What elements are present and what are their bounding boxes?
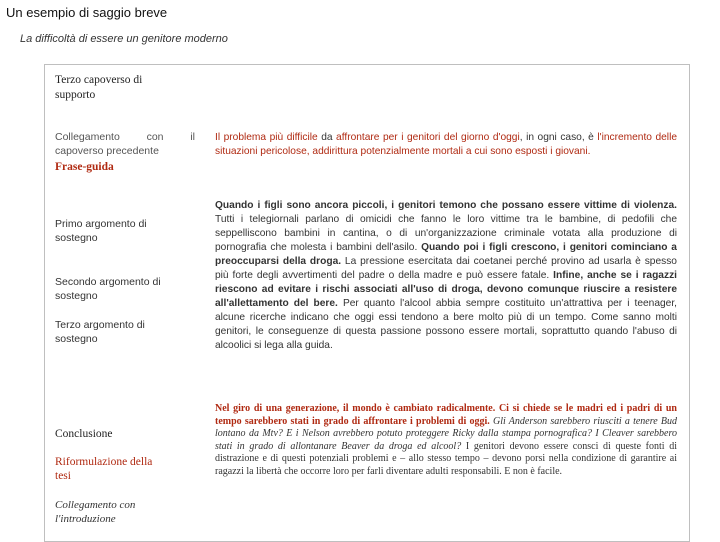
argument-1-body: Tutti i telegiornali parlano di omicidi che fanno le loro vittime tra le bambine, di pedofili che seppelliscono bambini in cantina, o di un'organizzazione criminale votata alla produzione di pornografia che molesta i bambini dell'asilo. [215, 214, 677, 253]
argument-2-body: La pressione esercitata dai coetanei perché provino ad usarla è spesso più forte degli avvertimenti del padre o della madre e può essere fatale. [215, 256, 677, 281]
link-prev-line-2: capoverso precedente [55, 145, 159, 157]
link-prev-label [55, 130, 195, 158]
thesis-restatement-label: Riformulazione della tesi [55, 456, 153, 482]
conclusion-closing: I genitori devono essere consci di queste fonti di distrazione e di questi potenziali problemi e – allo stesso tempo – devono porsi nella condizione di garantire ai ragazzi la libertà che occorre loro per farli diventare adulti responsabili. E non è facile. [215, 440, 677, 477]
arguments-paragraph [215, 199, 677, 353]
topic-sentence-label: Frase-guida [55, 161, 114, 173]
document-subtitle: La difficoltà di essere un genitore moderno [20, 33, 228, 45]
argument-3-label: Terzo argomento di sostegno [55, 319, 145, 345]
argument-3-body: Per quanto l'alcool abbia sempre costituito un'attrattiva per i teenager, alcune ricerche indicano che oggi essi tendono a bere molto più di un tempo. Come sanno molti genitori, le conseguenze di questa passione possono essere mortali, soprattutto quando l'abuso di alcoolici si lega alla guida. [215, 298, 677, 351]
topic-paragraph [215, 131, 677, 159]
topic-text-b: da [321, 132, 333, 143]
conclusion-questions: Gli Anderson sarebbero riusciti a tenere Bud lontano da Mtv? E i Nelson avrebbero potuto proteggere Ricky dalla stampa pornografica? I Cleaver sarebbero stati in grado di allontanare Beaver da droga ed alcool? [215, 415, 678, 452]
topic-text-a: Il problema più difficile [215, 132, 322, 143]
intro-link-label: Collegamento con l'introduzione [55, 499, 136, 525]
argument-3-lead: Infine, anche se i ragazzi riescono ad evitare i rischi associati all'uso di droga, devono comunque riuscire a resistere all'allettamento del bere. [215, 270, 677, 309]
topic-text-e: l'incremento delle situazioni pericolose, addirittura potenzialmente mortali a cui sono esposti i giovani. [215, 132, 678, 157]
conclusion-paragraph [215, 403, 677, 478]
argument-2-label: Secondo argomento di sostegno [55, 276, 161, 302]
essay-frame [44, 64, 690, 542]
argument-2-lead: Quando poi i figli crescono, i genitori cominciano a preoccuparsi della droga. [215, 242, 677, 267]
conclusion-label: Conclusione [55, 428, 113, 440]
section-label: Terzo capoverso di supporto [55, 74, 143, 101]
conclusion-thesis: Nel giro di una generazione, il mondo è cambiato radicalmente. Ci si chiede se le madri ed i padri di un tempo sarebbero stati in grado di affrontare i problemi di oggi. [215, 403, 677, 427]
topic-text-c: affrontare per i genitori del giorno d'oggi [332, 132, 520, 143]
document-title: Un esempio di saggio breve [6, 5, 168, 20]
argument-1-lead: Quando i figli sono ancora piccoli, i genitori temono che possano essere vittime di violenza. [215, 200, 677, 211]
topic-text-d: , in ogni caso, è [519, 132, 598, 143]
link-prev-line-1: Collegamento con il [55, 131, 195, 143]
argument-1-label: Primo argomento di sostegno [55, 218, 147, 244]
